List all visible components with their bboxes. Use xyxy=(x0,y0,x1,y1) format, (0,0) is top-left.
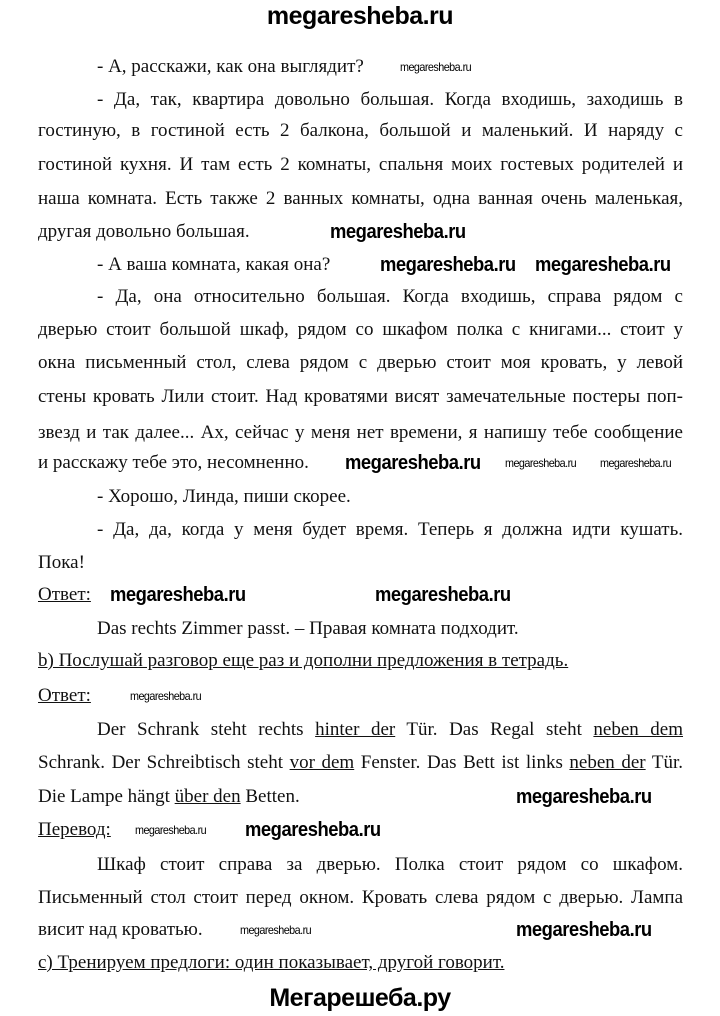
translation-line: Шкаф стоит справа за дверью. Полка стоит рядом со шкафом. xyxy=(97,854,683,875)
filled-preposition: hinter der xyxy=(315,719,396,740)
watermark: megaresheba.ru xyxy=(600,456,672,470)
filled-preposition: neben der xyxy=(569,752,646,773)
watermark: megaresheba.ru xyxy=(535,254,671,276)
watermark: megaresheba.ru xyxy=(240,923,312,937)
dialogue-line: гостиной кухня. И там есть 2 комнаты, спальня моих гостевых родителей и xyxy=(38,154,683,175)
text: Fenster. Das Bett ist links xyxy=(354,752,570,773)
answer-b-line xyxy=(97,719,683,741)
text: Tür. xyxy=(645,752,683,773)
filled-preposition: vor dem xyxy=(289,752,355,773)
watermark: megaresheba.ru xyxy=(516,919,652,941)
answer-b-line xyxy=(38,786,300,808)
answer-a-label: Ответ: xyxy=(38,584,91,605)
answer-a-text: Das rechts Zimmer passt. – Правая комната подходит. xyxy=(97,618,519,639)
dialogue-line: - А ваша комната, какая она? xyxy=(97,254,331,275)
dialogue-line: - Да, она относительно большая. Когда входишь, справа рядом с xyxy=(97,286,683,307)
dialogue-line: - Да, да, когда у меня будет время. Теперь я должна идти кушать. xyxy=(97,519,683,540)
watermark: megaresheba.ru xyxy=(110,584,246,606)
text: Schrank. Der Schreibtisch steht xyxy=(38,752,290,773)
watermark: megaresheba.ru xyxy=(375,584,511,606)
filled-preposition: neben dem xyxy=(593,719,684,740)
dialogue-line: гостиную, в гостиной есть 2 балкона, большой и маленький. И наряду с xyxy=(38,120,683,141)
watermark: megaresheba.ru xyxy=(516,786,652,808)
text: Der Schrank steht rechts xyxy=(97,719,316,740)
watermark: megaresheba.ru xyxy=(380,254,516,276)
task-c-heading: c) Тренируем предлоги: один показывает, другой говорит. xyxy=(38,952,505,973)
translation-line: висит над кроватью. xyxy=(38,919,203,940)
dialogue-line: - Хорошо, Линда, пиши скорее. xyxy=(97,486,351,507)
watermark: megaresheba.ru xyxy=(130,689,202,703)
watermark: megaresheba.ru xyxy=(245,819,381,841)
task-b-heading: b) Послушай разговор еще раз и дополни предложения в тетрадь. xyxy=(38,650,569,671)
dialogue-line: дверью стоит большой шкаф, рядом со шкафом полка с книгами... стоит у xyxy=(38,319,683,340)
watermark: megaresheba.ru xyxy=(135,823,207,837)
text: Die Lampe hängt xyxy=(38,786,175,807)
dialogue-line: окна письменный стол, слева рядом с дверью стоит моя кровать, у левой xyxy=(38,352,683,373)
watermark: megaresheba.ru xyxy=(345,452,481,474)
site-footer[interactable]: Мегарешеба.ру xyxy=(269,984,451,1012)
dialogue-line: стены кровать Лили стоит. Над кроватями висят замечательные постеры поп- xyxy=(38,386,683,407)
translation-line: Письменный стол стоит перед окном. Кровать слева рядом с дверью. Лампа xyxy=(38,887,683,908)
dialogue-line: другая довольно большая. xyxy=(38,221,250,242)
filled-preposition: über den xyxy=(174,786,241,807)
text: Betten. xyxy=(240,786,300,807)
answer-b-line xyxy=(38,752,683,774)
answer-b-label: Ответ: xyxy=(38,685,91,706)
dialogue-line: и расскажу тебе это, несомненно. xyxy=(38,452,309,473)
dialogue-line: - А, расскажи, как она выглядит? xyxy=(97,56,364,77)
translation-label: Перевод: xyxy=(38,819,111,840)
watermark: megaresheba.ru xyxy=(330,221,466,243)
watermark: megaresheba.ru xyxy=(400,60,472,74)
watermark: megaresheba.ru xyxy=(505,456,577,470)
text: Tür. Das Regal steht xyxy=(395,719,594,740)
dialogue-line: - Да, так, квартира довольно большая. Когда входишь, заходишь в xyxy=(97,89,683,110)
dialogue-line: звезд и так далее... Ах, сейчас у меня нет времени, я напишу тебе сообщение xyxy=(38,422,683,443)
dialogue-line: Пока! xyxy=(38,552,85,573)
site-header[interactable]: megaresheba.ru xyxy=(266,2,454,30)
dialogue-line: наша комната. Есть также 2 ванных комнаты, одна ванная очень маленькая, xyxy=(38,188,683,209)
